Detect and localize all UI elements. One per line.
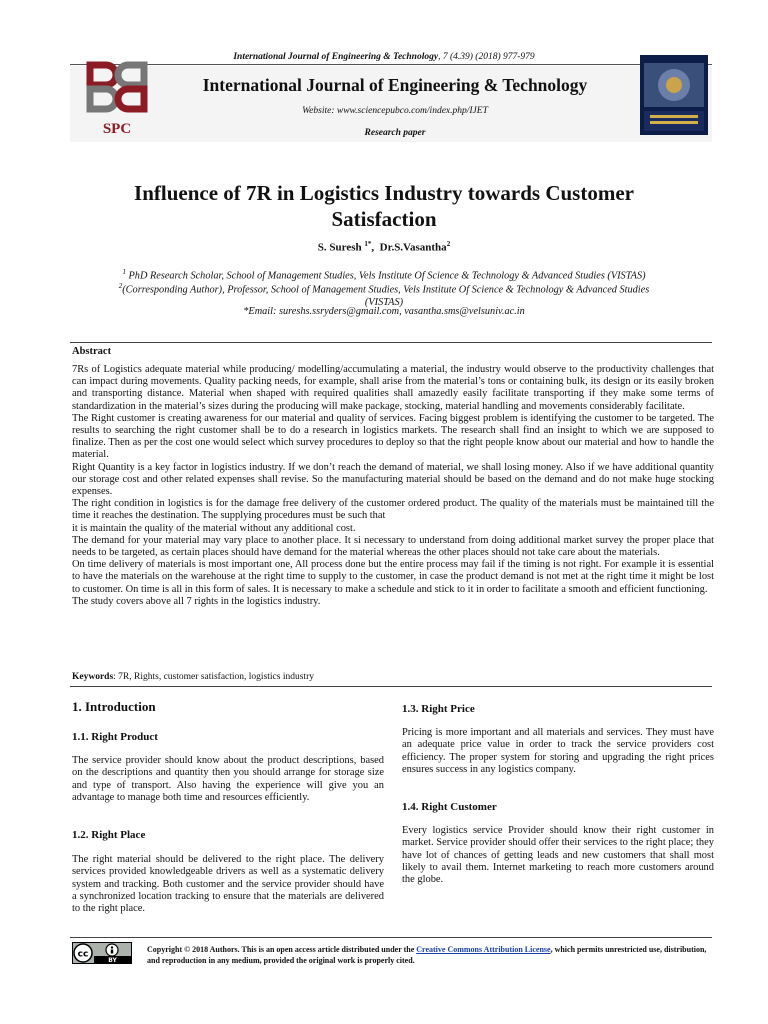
section-introduction-heading: 1. Introduction <box>72 699 156 714</box>
section-1-1-text: The service provider should know about the product descriptions, based on the descriptions and quantity then you should arrange for storage size and type of transport. Also having the experience will give you an advantage to manage both time and resources efficiently. <box>72 755 384 803</box>
abstract-paragraph: it is maintain the quality of the material without any additional cost. <box>72 522 356 534</box>
section-1-2-heading: 1.2. Right Place <box>72 829 146 841</box>
keywords-list: : 7R, Rights, customer satisfaction, logistics industry <box>113 672 314 682</box>
paper-title-line2: Satisfaction <box>331 207 437 231</box>
cc-badge-text: BY <box>108 957 117 963</box>
copyright-text: Copyright © 2018 Authors. This is an open access article distributed under the <box>147 945 417 954</box>
abstract-paragraph: 7Rs of Logistics adequate material while producing/ modelling/accumulating a material, the industry would observe to the productivity challenges that can impact during movements. Quality packing needs, for example, shall arise from the material’s tons or containing bulk, its design or its easily broken and transporting distance. Material when shaped with required qualities shall amazedly easily facilitate transporting if they make some terms of standardization in the material’s sizes during the producing will make package, stocking, material handling and movements considerably facilitate. <box>72 364 714 412</box>
abstract-paragraph: The Right customer is creating awareness for our material and quality of services. Facing biggest problem is identifying the customer to be targeted. The results to searching the right customer shall be to do a research in logistics markets. The research shall find an insight to which we are supposed to finalize. Then as per the cost one would select which survey procedures to deploy so that the right people know about our material and how to handle the material. <box>72 412 714 461</box>
section-1-2-text: The right material should be delivered to the right place. The delivery services provided knowledgeable drivers as well as a systematic delivery system and tracking. Both customer and the service provider should have a synchronized location tracking to ensure that the materials are delivered to the right place. <box>72 854 384 915</box>
author-email: *Email: sureshs.ssryders@gmail.com, vasantha.sms@velsuniv.ac.in <box>243 306 525 317</box>
abstract-paragraph: On time delivery of materials is most important one, All process done but the entire process may fail if the timing is not right. For example it is essential to have the materials on the warehouse at the right time to supply to the customer, in case the product demand is not met at the right time it might be lost to customer. On time is all in this form of sales. It is necessary to make a schedule and stick to it in order to facilitate a smooth and efficient functioning. <box>72 559 714 595</box>
aff2-sup: 2 <box>118 282 123 290</box>
abstract-top-rule <box>70 342 712 343</box>
aff1-sup: 1 <box>122 268 126 276</box>
license-link[interactable]: Creative Commons Attribution License <box>416 945 551 954</box>
keywords <box>72 672 314 682</box>
author-1-sup: 1* <box>364 240 372 248</box>
author-list: S. Suresh $^{1*}$, Dr.S.Vasantha$^2$ <box>317 240 451 254</box>
abstract-paragraph: The right condition in logistics is for the damage free delivery of the customer ordered product. The quality of the materials must be maintained till the time it reaches the destination. The supplying procedures must be such that <box>72 498 714 522</box>
cc-badge-label <box>94 956 131 963</box>
abstract-paragraph: Right Quantity is a key factor in logistics industry. If we don’t reach the demand of material, we shall losing money. Also if we have additional quantity our storage cost and other related expenses shall revise. So the manufacturing material should be based on the demand and do not make huge stocking expenses. <box>72 461 714 498</box>
copyright-notice <box>147 944 715 966</box>
paper-type: Research paper <box>364 128 426 138</box>
header-divider <box>70 64 712 65</box>
citation-journal: International Journal of Engineering & Technology <box>233 52 439 62</box>
abstract-bottom-rule <box>70 686 712 687</box>
journal-cover-icon <box>640 55 708 135</box>
abstract-paragraph: The study covers above all 7 rights in the logistics industry. <box>72 595 321 607</box>
aff2-text-cont: (VISTAS) <box>364 296 404 308</box>
abstract-heading: Abstract <box>72 346 112 357</box>
section-1-3-heading: 1.3. Right Price <box>402 703 475 715</box>
keywords-label: Keywords <box>72 672 114 682</box>
citation-volume: , 7 (4.39) (2018) 977-979 <box>438 52 535 62</box>
footer-rule <box>70 937 712 938</box>
section-1-4-heading: 1.4. Right Customer <box>402 801 497 813</box>
section-1-4-text: Every logistics service Provider should know their right customer in market. Service provider should offer their services to the right place; they have lot of chances of getting leads and new customers that shall most likely to avail them. Internet marketing to reach more customers around the globe. <box>402 825 714 886</box>
affiliation-2 <box>80 280 688 309</box>
abstract-paragraph: The demand for your material may vary place to another place. It si necessary to understand from doing additional market survey the proper place that needs to be targeted, as certain places should have demand for the material whereas the other places should not take care about the materials. <box>72 534 714 559</box>
author-2-sup: 2 <box>446 240 451 248</box>
paper-title <box>90 180 678 232</box>
journal-title: International Journal of Engineering & Technology <box>202 75 588 95</box>
aff2-text: (Corresponding Author), Professor, School of Management Studies, Vels Institute Of Science & Technology & Advanced Studies <box>122 284 650 296</box>
svg-text:cc: cc <box>77 949 89 960</box>
abstract-body <box>72 364 714 608</box>
paper-title-line1: Influence of 7R in Logistics Industry towards Customer <box>134 181 634 205</box>
spc-logo-text: SPC <box>102 121 132 137</box>
section-1-3-text: Pricing is more important and all materials and services. They must have an adequate price value in order to track the service providers cost efficiency. The proper system for storing and upgrading the right prices ensures success in any logistics company. <box>402 727 714 775</box>
aff1-text: PhD Research Scholar, School of Management Studies, Vels Institute Of Science & Technology & Advanced Studies (VISTAS) <box>125 270 646 282</box>
author-1: S. Suresh <box>317 241 362 254</box>
journal-website: Website: www.sciencepubco.com/index.php/IJET <box>302 106 488 116</box>
author-2: Dr.S.Vasantha <box>379 241 447 254</box>
section-1-1-heading: 1.1. Right Product <box>72 731 158 743</box>
copyright-text-cont: , which permits unrestricted use, distribution, and reproduction in any medium, provided the original work is properly cited. <box>147 945 707 965</box>
